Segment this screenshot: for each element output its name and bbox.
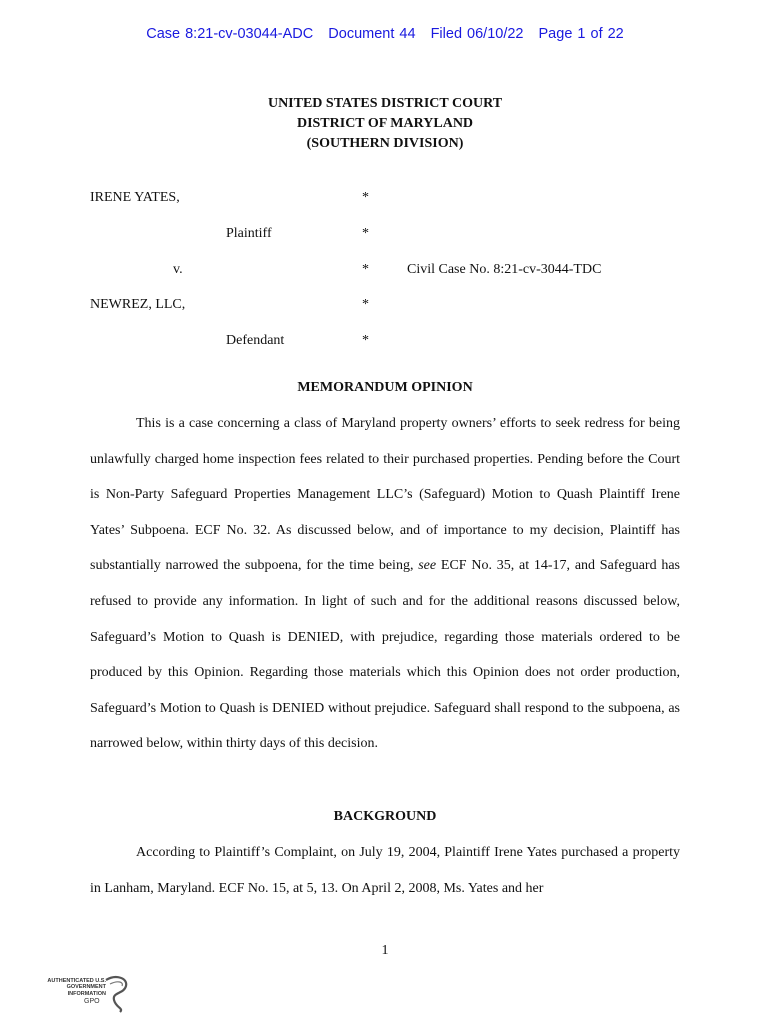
case-number-stamp: Case 8:21-cv-03044-ADC — [146, 26, 314, 42]
document-number-stamp: Document 44 — [328, 26, 416, 42]
paragraph-text: According to Plaintiff’s Complaint, on July 19, 2004, Plaintiff Irene Yates purchased a property in Lanham, Maryland. ECF No. 15, at 5, 13. On April 2, 2008, Ms. Yates and her — [90, 845, 680, 896]
gpo-label: GPO — [84, 998, 100, 1005]
see-signal: see — [418, 558, 437, 574]
civil-case-number: Civil Case No. 8:21-cv-3044-TDC — [407, 262, 602, 277]
court-division: (SOUTHERN DIVISION) — [306, 136, 464, 151]
opinion-paragraph — [90, 406, 680, 762]
caption-star: * — [362, 297, 369, 312]
caption-star: * — [362, 262, 369, 277]
court-district: DISTRICT OF MARYLAND — [296, 116, 474, 131]
gpo-authentication-seal — [42, 974, 132, 1016]
background-title: BACKGROUND — [333, 809, 437, 824]
background-paragraph — [90, 835, 680, 906]
memorandum-title: MEMORANDUM OPINION — [297, 380, 473, 395]
versus-label: v. — [173, 262, 183, 277]
gpo-seal-text: AUTHENTICATED U.S. GOVERNMENT INFORMATION — [47, 978, 106, 997]
caption-star: * — [362, 226, 369, 241]
defendant-role: Defendant — [226, 333, 285, 348]
plaintiff-name: IRENE YATES, — [90, 190, 180, 205]
court-heading — [0, 94, 770, 154]
paragraph-text: ECF No. 35, at 14-17, and Safeguard has refused to provide any information. In light of such and for the additional reasons discussed below, Safeguard’s Motion to Quash is DENIED, with prejudice, regarding those materials ordered to be produced by this Opinion. Regarding those materials which this Opinion does not order production, Safeguard’s Motion to Quash is DENIED without prejudice. Safeguard shall respond to the subpoena, as narrowed below, within thirty days of this decision. — [90, 558, 680, 752]
filed-date-stamp: Filed 06/10/22 — [430, 26, 524, 42]
case-caption — [90, 190, 690, 360]
eagle-icon — [102, 974, 132, 1014]
caption-star: * — [362, 333, 369, 348]
plaintiff-role: Plaintiff — [226, 226, 272, 241]
caption-star: * — [362, 190, 369, 205]
filing-stamp — [0, 26, 770, 42]
defendant-name: NEWREZ, LLC, — [90, 297, 186, 312]
paragraph-text: This is a case concerning a class of Maryland property owners’ efforts to seek redress for being unlawfully charged home inspection fees related to their purchased properties. Pending before the Court is Non-Party Safeguard Properties Management LLC’s (Safeguard) Motion to Quash Plaintiff Irene Yates’ Subpoena. ECF No. 32. As discussed below, and of importance to my decision, Plaintiff has substantially narrowed the subpoena, for the time being, — [90, 416, 680, 574]
page-number: 1 — [381, 943, 389, 958]
court-name: UNITED STATES DISTRICT COURT — [267, 96, 503, 111]
page-count-stamp: Page 1 of 22 — [538, 26, 624, 42]
